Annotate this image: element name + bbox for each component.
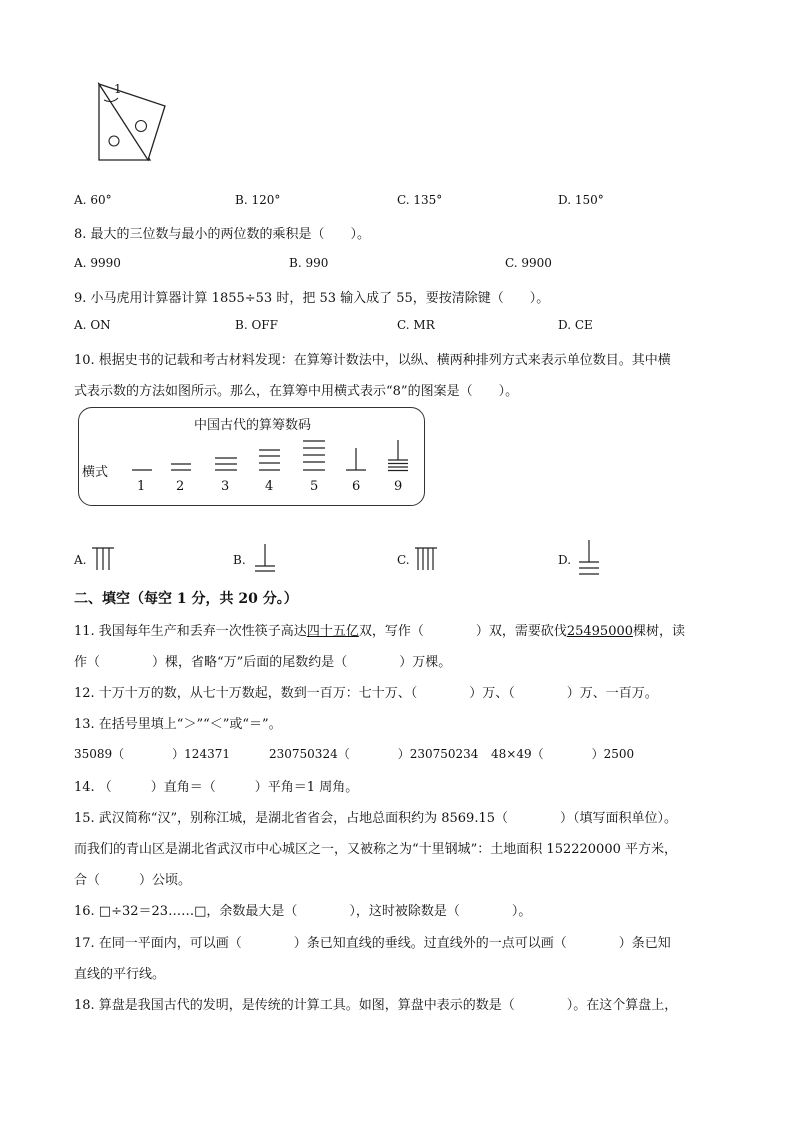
rod-numeral-4: 4 bbox=[265, 479, 274, 494]
option-text: OFF bbox=[251, 318, 278, 332]
section-2-heading: 二、填空（每空 1 分，共 20 分。） bbox=[74, 591, 298, 607]
option-letter: D. bbox=[558, 193, 572, 207]
q10-option-b[interactable] bbox=[233, 553, 246, 567]
q10-option-c[interactable] bbox=[397, 553, 410, 567]
q9-option-d[interactable] bbox=[558, 318, 593, 332]
rod-numeral-5: 5 bbox=[310, 479, 319, 494]
question-12: 12. 十万十万的数，从七十万数起，数到一百万：七十万、（ ）万、（ ）万、一百万。 bbox=[74, 686, 658, 701]
question-11-line-1 bbox=[74, 620, 685, 639]
q11-underlined-1: 四十五亿 bbox=[306, 624, 359, 639]
q10-option-d-rods bbox=[576, 538, 602, 580]
q7-option-d[interactable] bbox=[558, 193, 604, 207]
option-letter: B. bbox=[233, 553, 246, 567]
option-letter: A. bbox=[74, 193, 87, 207]
counting-rod-row-label: 横式 bbox=[82, 465, 109, 480]
question-9: 9. 小马虎用计算器计算 1855÷53 时，把 53 输入成了 55，要按清除键（ ）。 bbox=[74, 291, 550, 306]
rod-numeral-2: 2 bbox=[176, 479, 185, 494]
option-letter: A. bbox=[74, 318, 87, 332]
question-17-line-1: 17. 在同一平面内，可以画（ ）条已知直线的垂线。过直线外的一点可以画（ ）条已知 bbox=[74, 936, 671, 951]
option-text: MR bbox=[413, 318, 435, 332]
q11-text-3: 棵树，读 bbox=[633, 624, 686, 639]
q11-text-1: 11. 我国每年生产和丢弃一次性筷子高达 bbox=[74, 624, 307, 639]
q10-option-d[interactable] bbox=[558, 553, 571, 567]
option-text: 150° bbox=[574, 193, 604, 207]
option-text: 9990 bbox=[90, 256, 121, 270]
option-letter: B. bbox=[235, 318, 248, 332]
set-square-figure bbox=[90, 78, 170, 168]
option-text: 120° bbox=[251, 193, 281, 207]
angle-label: 1 bbox=[114, 82, 122, 96]
option-letter: D. bbox=[558, 318, 572, 332]
option-letter: B. bbox=[289, 256, 302, 270]
q9-option-b[interactable] bbox=[235, 318, 278, 332]
rod-numeral-6: 6 bbox=[352, 479, 361, 494]
q7-option-c[interactable] bbox=[397, 193, 442, 207]
q9-option-c[interactable] bbox=[397, 318, 435, 332]
q11-text-2: 双，写作（ ）双，需要砍伐 bbox=[358, 624, 567, 639]
question-14: 14. （ ）直角＝（ ）平角＝1 周角。 bbox=[74, 780, 359, 795]
rod-numeral-3: 3 bbox=[221, 479, 230, 494]
q8-option-b[interactable] bbox=[289, 256, 328, 270]
question-17-line-2: 直线的平行线。 bbox=[74, 967, 166, 982]
question-15-line-3: 合（ ）公顷。 bbox=[74, 873, 192, 888]
option-letter: C. bbox=[397, 193, 410, 207]
rod-numeral-1: 1 bbox=[137, 479, 146, 494]
question-10-line-1: 10. 根据史书的记载和考古材料发现：在算筹计数法中，以纵、横两种排列方式来表示单位数目。其中横 bbox=[74, 353, 671, 368]
option-letter: C. bbox=[397, 318, 410, 332]
q10-option-a[interactable] bbox=[74, 553, 86, 567]
question-18: 18. 算盘是我国古代的发明，是传统的计算工具。如图，算盘中表示的数是（ ）。在这个算盘上， bbox=[74, 998, 678, 1013]
option-text: 135° bbox=[413, 193, 443, 207]
q13-item-1: 35089（ ）124371 bbox=[74, 747, 230, 761]
option-letter: C. bbox=[505, 256, 518, 270]
rod-numeral-9: 9 bbox=[394, 479, 403, 494]
q11-underlined-2: 25495000 bbox=[566, 624, 634, 639]
question-13: 13. 在括号里填上“＞”“＜”或“＝”。 bbox=[74, 717, 282, 732]
q10-option-a-rods bbox=[90, 545, 116, 573]
option-letter: A. bbox=[74, 256, 87, 270]
option-letter: D. bbox=[558, 553, 572, 567]
option-text: 9900 bbox=[521, 256, 552, 270]
q8-option-c[interactable] bbox=[505, 256, 552, 270]
q13-item-3: 48×49（ ）2500 bbox=[491, 747, 635, 761]
option-text: ON bbox=[90, 318, 111, 332]
option-letter: B. bbox=[235, 193, 248, 207]
question-11-line-2: 作（ ）棵，省略“万”后面的尾数约是（ ）万棵。 bbox=[74, 655, 452, 670]
option-letter: C. bbox=[397, 553, 410, 567]
question-16: 16. □÷32＝23……□，余数最大是（ ），这时被除数是（ ）。 bbox=[74, 904, 532, 919]
q13-item-2: 230750324（ ）230750234 bbox=[269, 747, 479, 761]
option-text: CE bbox=[574, 318, 593, 332]
q7-option-b[interactable] bbox=[235, 193, 280, 207]
counting-rod-table-title: 中国古代的算筹数码 bbox=[194, 418, 312, 433]
q10-option-b-rods bbox=[252, 542, 278, 576]
question-10-line-2: 式表示数的方法如图所示。那么，在算筹中用横式表示“8”的图案是（ ）。 bbox=[74, 384, 519, 399]
q7-option-a[interactable] bbox=[74, 193, 112, 207]
option-text: 60° bbox=[90, 193, 112, 207]
question-15-line-2: 而我们的青山区是湖北省武汉市中心城区之一，又被称之为“十里钢城”：土地面积 152220000 平方米， bbox=[74, 842, 677, 857]
question-15-line-1: 15. 武汉简称“汉”，别称江城，是湖北省省会，占地总面积约为 8569.15（ ）（填写面积单位）。 bbox=[74, 811, 677, 826]
q10-option-c-rods bbox=[413, 545, 439, 573]
option-letter: A. bbox=[74, 553, 87, 567]
q8-option-a[interactable] bbox=[74, 256, 121, 270]
question-8: 8. 最大的三位数与最小的两位数的乘积是（ ）。 bbox=[74, 227, 371, 242]
counting-rod-numerals bbox=[120, 436, 420, 476]
option-text: 990 bbox=[305, 256, 329, 270]
q9-option-a[interactable] bbox=[74, 318, 111, 332]
